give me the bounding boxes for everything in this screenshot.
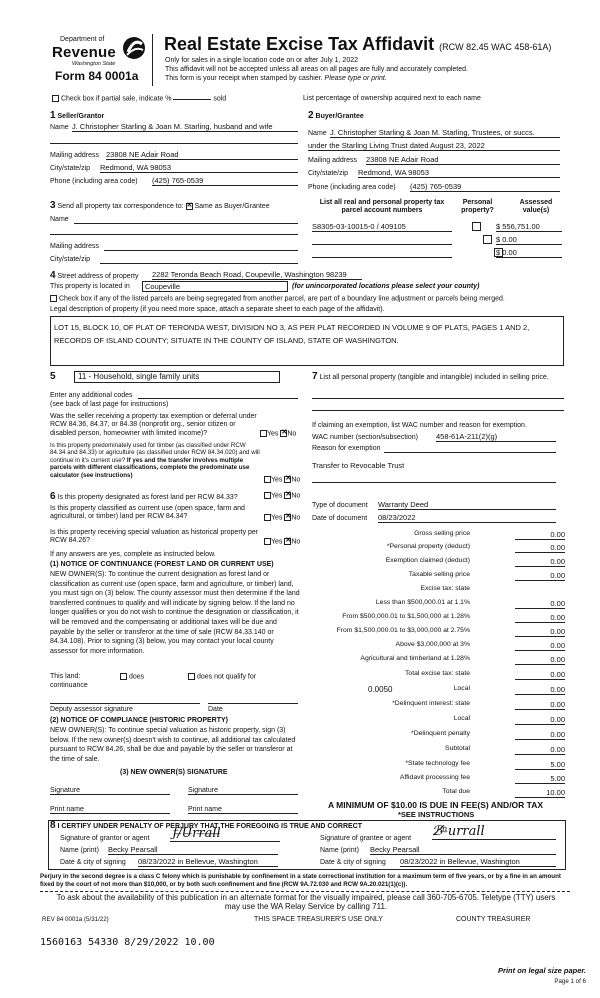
buyer-name-field[interactable]: J. Christopher Starling & Joan M. Starling, Trustees, or succs.: [330, 128, 560, 138]
grantee-signature-field[interactable]: ℬ̸ʰ̶urrall: [432, 824, 556, 840]
correspondence-mailing-label: Mailing address: [50, 243, 100, 250]
seller-mailing-field[interactable]: 23808 NE Adair Road: [106, 150, 298, 160]
interest-local-field[interactable]: 0.00: [515, 715, 565, 725]
fee-row-local: 0.0050 Local 0.00: [368, 685, 565, 694]
perjury-statement: Perjury in the second degree is a class C felony which is punishable by confinement in a state correctional institution for a maximum term of five years, or by a fine in an amount fixed by the court of not more than $10,000, or by both such confinement and fine (RCW 9A.72.030 and RCW 9A.20.021(1)(c)).: [40, 873, 561, 888]
processing-fee-field[interactable]: 5.00: [515, 774, 565, 784]
alternate-format-note: To ask about the availability of this publication in an alternate format for the visually impaired, please call 360-705-6705. Teletype (TTY) users may use the WA Relay Service by calling 711.: [56, 893, 556, 911]
partial-sale-percent-field[interactable]: [173, 99, 211, 100]
reason-value[interactable]: Transfer to Revocable Trust: [312, 461, 405, 470]
exemption-question: Was the seller receiving a property tax exemption or deferral under RCW 84.36, 84.37, or 84.38 (nonprofit org., senior citizen or disabled person, homeowner with limited income)?: [50, 413, 257, 437]
historic-no-checkbox[interactable]: [284, 538, 291, 545]
deputy-date-label: Date: [208, 706, 223, 713]
doc-type-label: Type of document: [312, 502, 368, 509]
wac-number-field[interactable]: 458-61A-211(2)(g): [436, 432, 556, 442]
partial-sale-row: Check box if partial sale, indicate % sold: [52, 95, 226, 104]
header-line-3: This form is your receipt when stamped by cashier. Please type or print.: [165, 75, 387, 82]
grantee-date-field[interactable]: 08/23/2022 in Bellevue, Washington: [400, 857, 556, 867]
agency-name: Revenue: [52, 44, 116, 61]
grantee-name-field[interactable]: Becky Pearsall: [370, 845, 556, 855]
personal-property-field-2[interactable]: [312, 410, 564, 411]
section-5-number: 5: [50, 371, 56, 382]
correspondence-city-label: City/state/zip: [50, 256, 91, 263]
personal-property-checkbox[interactable]: [472, 222, 481, 231]
grantor-signature-label: Signature of grantor or agent: [60, 835, 150, 842]
grantor-date-label: Date & city of signing: [60, 859, 126, 866]
fee-row-tier-4: Above $3,000,000 at 3% 0.00: [395, 641, 565, 650]
property-street-field[interactable]: 2282 Teronda Beach Road, Coupeville, Washington 98239: [152, 270, 362, 280]
parcel-number-field[interactable]: [312, 248, 452, 258]
use-code-select[interactable]: 11 - Household, single family units: [74, 371, 280, 383]
buyer-name-field-2[interactable]: under the Starling Living Trust dated August 23, 2022: [308, 141, 560, 151]
fee-row-tier-3: From $1,500,000.01 to $3,000,000 at 2.75% 0.00: [336, 627, 565, 636]
grantor-name-field[interactable]: Becky Pearsall: [108, 845, 278, 855]
fee-row-agricultural: Agricultural and timberland at 1.28% 0.00: [360, 655, 565, 664]
taxable-selling-price-field[interactable]: 0.00: [515, 571, 565, 581]
buyer-phone-field[interactable]: (425) 765-0539: [410, 182, 560, 192]
fee-row-gross: Gross selling price 0.00: [414, 530, 565, 539]
fee-row-exemption: Exemption claimed (deduct) 0.00: [385, 557, 565, 566]
parcel-number-field[interactable]: [312, 235, 452, 245]
state-label: Washington State: [72, 61, 116, 67]
revision-label: REV 84 0001a (5/31/22): [42, 916, 109, 923]
assessed-value-col-header: Assessed value(s): [519, 199, 553, 215]
property-street-row: 4 Street address of property: [50, 270, 139, 281]
assessed-value-field[interactable]: $ 556,751.00: [496, 222, 562, 232]
technology-fee-field[interactable]: 5.00: [515, 760, 565, 770]
forest-question-row: 6 Is this property designated as forest land per RCW 84.33?: [50, 491, 238, 502]
assessed-value-field[interactable]: $ 0.00: [496, 235, 562, 245]
this-land-label: This land:: [50, 673, 81, 680]
seller-name-field[interactable]: J. Christopher Starling & Joan M. Starling, husband and wife: [72, 122, 298, 132]
fee-row-personal: *Personal property (deduct) 0.00: [386, 543, 565, 552]
timber-question: Is this property predominately used for timber (as classified under RCW 84.34 and 84.33) or agriculture (as classified under RCW 84.34.020) and will continue in it's current use? If yes and the transfer involves multiple parcels with different classifications, complete the predominate use calculator (see instructions): [50, 442, 260, 479]
local-rate: 0.0050: [368, 685, 393, 694]
seller-city-label: City/state/zip: [50, 165, 91, 172]
seller-city-field[interactable]: Redmond, WA 98053: [100, 163, 298, 173]
timber-yes-no: Yes ✕ No: [264, 476, 300, 485]
local-tax-field[interactable]: 0.00: [515, 685, 565, 695]
doc-date-label: Date of document: [312, 515, 368, 522]
fee-row-tech-fee: *State technology fee 5.00: [405, 760, 565, 769]
interest-state-field[interactable]: 0.00: [515, 700, 565, 710]
land-does-not-checkbox[interactable]: [188, 673, 195, 680]
additional-codes-field[interactable]: [138, 398, 298, 399]
historic-question: Is this property receiving special valuation as historical property per RCW 84.26?: [50, 529, 259, 545]
fee-row-total-due: Total due 10.00: [442, 788, 565, 797]
fee-row-penalty: *Delinquent penalty 0.00: [411, 730, 565, 739]
fee-row-tier-2: From $500,000.01 to $1,500,000 at 1.28% 0.00: [342, 613, 565, 622]
buyer-city-field[interactable]: Redmond, WA 98053: [358, 168, 560, 178]
grantee-signature-label: Signature of grantee or agent: [320, 835, 412, 842]
parcel-number-field[interactable]: S8305-03-10015-0 / 409105: [312, 222, 452, 232]
personal-property-field[interactable]: [312, 398, 564, 399]
page-number: Page 1 of 6: [554, 978, 586, 985]
fee-row-processing-fee: Affidavit processing fee 5.00: [399, 774, 565, 783]
legal-description-field[interactable]: LOT 15, BLOCK 10, OF PLAT OF TERONDA WEST, DIVISION NO 3, AS PER PLAT RECORDED IN VOLUME 9 OF PLATS, PAGES 1 AND 2, RECORDS OF ISLAND COUNTY; SITUATE IN THE COUNTY OF ISLAND, STATE OF WASHINGTON.: [50, 316, 564, 366]
buyer-name-label: Name: [308, 130, 327, 137]
assessed-value-field[interactable]: $ 0.00: [496, 248, 562, 258]
rcw-reference: (RCW 82.45 WAC 458-61A): [439, 42, 552, 52]
parcel-col-header: List all real and personal property tax parcel account numbers: [319, 199, 445, 215]
correspondence-mailing-field[interactable]: [104, 250, 298, 251]
personal-property-checkbox[interactable]: [483, 235, 492, 244]
land-does-not-option: does not qualify for: [188, 673, 256, 682]
exemption-claim-label: If claiming an exemption, list WAC number and reason for exemption.: [312, 422, 527, 429]
header-line-1: Only for sales in a single location code on or after July 1, 2022: [165, 57, 358, 64]
fee-row-taxable: Taxable selling price 0.00: [408, 571, 565, 580]
grantor-name-label: Name (print): [60, 847, 99, 854]
fee-row-subtotal: Subtotal 0.00: [445, 745, 565, 754]
wac-label: WAC number (section/subsection): [312, 434, 418, 441]
correspondence-city-field[interactable]: [100, 263, 298, 264]
located-label: This property is located in: [50, 283, 130, 290]
seller-phone-label: Phone (including area code): [50, 178, 138, 185]
signature-label: Signature: [50, 787, 80, 794]
buyer-city-label: City/state/zip: [308, 170, 349, 177]
doc-date-field[interactable]: 08/23/2022: [378, 513, 556, 523]
same-as-buyer-checkbox[interactable]: [186, 203, 193, 210]
personal-property-col-header: Personal property?: [461, 199, 494, 215]
ownership-note: List percentage of ownership acquired next to each name: [303, 95, 481, 102]
grantee-name-label: Name (print): [320, 847, 359, 854]
tier-1-tax-field[interactable]: 0.00: [515, 599, 565, 609]
personal-property-deduct-field[interactable]: 0.00: [515, 543, 565, 553]
legal-paper-note: Print on legal size paper.: [498, 966, 586, 975]
reason-label: Reason for exemption: [312, 445, 381, 452]
current-use-yes-checkbox[interactable]: [264, 514, 271, 521]
location-select[interactable]: Coupeville: [142, 281, 288, 292]
correspondence-name-label: Name: [50, 216, 69, 223]
land-does-checkbox[interactable]: [120, 673, 127, 680]
seller-name-line-2: [50, 143, 298, 144]
forest-yes-checkbox[interactable]: [264, 492, 271, 499]
new-owner-signature-title: (3) NEW OWNER(S) SIGNATURE: [120, 769, 228, 776]
exemption-yes-checkbox[interactable]: [260, 430, 267, 437]
signature-label: Signature: [188, 787, 218, 794]
forest-yes-no: Yes ✕ No: [264, 492, 300, 501]
department-label: Department of: [60, 36, 105, 43]
dor-logo-icon: [122, 36, 146, 60]
fee-row-interest-state: *Delinquent interest: state 0.00: [392, 700, 565, 709]
certify-statement: 8 I CERTIFY UNDER PENALTY OF PERJURY THAT THE FOREGOING IS TRUE AND CORRECT: [50, 820, 363, 831]
form-number: Form 84 0001a: [55, 69, 139, 83]
reason-field[interactable]: [384, 452, 556, 453]
tier-3-tax-field[interactable]: 0.00: [515, 627, 565, 637]
buyer-phone-label: Phone (including area code): [308, 184, 396, 191]
seller-heading: 1 Seller/Grantor: [50, 110, 105, 121]
print-name-label: Print name: [50, 806, 84, 813]
total-due-field[interactable]: 10.00: [515, 788, 565, 798]
fee-row-interest-local: Local 0.00: [453, 715, 565, 724]
current-use-no-checkbox[interactable]: [284, 514, 291, 521]
form-title: [164, 34, 551, 56]
minimum-due-note: A MINIMUM OF $10.00 IS DUE IN FEE(S) AND/OR TAX: [328, 800, 544, 810]
answers-note: If any answers are yes, complete as instructed below.: [50, 551, 216, 558]
correspondence-name-field[interactable]: [74, 223, 298, 224]
unincorporated-note: (for unincorporated locations please select your county): [292, 283, 480, 290]
additional-codes-row: Enter any additional codes: [50, 392, 133, 399]
county-treasurer-label: COUNTY TREASURER: [456, 916, 531, 923]
land-does-option: does: [120, 673, 144, 682]
grantor-signature-field[interactable]: ƒ/̶Ս̶rr̶a̶l̶l̶: [170, 826, 280, 842]
doc-type-field[interactable]: Warranty Deed: [378, 500, 556, 510]
deputy-signature-label: Deputy assessor signature: [50, 706, 133, 713]
buyer-mailing-field[interactable]: 23808 NE Adair Road: [366, 155, 560, 165]
exemption-no-checkbox[interactable]: [280, 430, 287, 437]
correspondence-heading: 3 Send all property tax correspondence to: ✕ Same as Buyer/Grantee: [50, 200, 270, 212]
exemption-deduct-field[interactable]: 0.00: [515, 557, 565, 567]
title-text: Real Estate Excise Tax Affidavit: [164, 34, 435, 54]
historic-yes-no: Yes ✕ No: [264, 538, 300, 547]
segregated-checkbox[interactable]: [50, 295, 57, 302]
header-line-2: This affidavit will not be accepted unless all areas on all pages are fully and accurately completed.: [165, 66, 468, 73]
gross-selling-price-field[interactable]: 0.00: [515, 530, 565, 540]
grantor-date-field[interactable]: 08/23/2022 in Bellevue, Washington: [138, 857, 278, 867]
notice-compliance-title: (2) NOTICE OF COMPLIANCE (HISTORIC PROPERTY): [50, 717, 228, 724]
correspondence-name-line-2: [50, 234, 298, 235]
notice-continuance-title: (1) NOTICE OF CONTINUANCE (FOREST LAND OR CURRENT USE): [50, 561, 274, 568]
seller-name-label: Name: [50, 124, 69, 131]
fee-row-excise-state: Excise tax: state: [420, 585, 470, 592]
cashier-stamp: 1560163 54330 8/29/2022 10.00: [40, 937, 215, 948]
buyer-mailing-label: Mailing address: [308, 157, 358, 164]
agricultural-tax-field[interactable]: 0.00: [515, 655, 565, 665]
see-instructions-note: *SEE INSTRUCTIONS: [398, 810, 475, 819]
historic-yes-checkbox[interactable]: [264, 538, 271, 545]
timber-yes-checkbox[interactable]: [264, 476, 271, 483]
seller-phone-field[interactable]: (425) 765-0539: [152, 176, 298, 186]
partial-sale-checkbox[interactable]: [52, 95, 59, 102]
grantee-date-label: Date & city of signing: [320, 859, 386, 866]
notice-compliance-body: NEW OWNER(S): To continue special valuation as historic property, sign (3) below. If the new owner(s) doesn't wish to continue, all additional tax calculated pursuant to RCW 84.26, shall be due and payable by the seller or transferor at the time of sale.: [50, 727, 296, 763]
fee-row-total-excise: Total excise tax: state 0.00: [405, 670, 565, 679]
penalty-field[interactable]: 0.00: [515, 730, 565, 740]
print-name-label: Print name: [188, 806, 222, 813]
subtotal-field[interactable]: 0.00: [515, 745, 565, 755]
legal-description-label: Legal description of property (if you need more space, attach a separate sheet to each page of the affidavit).: [50, 306, 385, 313]
personal-property-section: 7 List all personal property (tangible and intangible) included in selling price.: [312, 371, 549, 382]
exemption-yes-no: Yes ✕ No: [260, 430, 296, 439]
continuance-label: continuance: [50, 682, 88, 689]
current-use-yes-no: Yes ✕ No: [264, 514, 300, 523]
current-use-question: Is this property classified as current use (open space, farm and agricultural, or timber) land per RCW 84.34?: [50, 505, 245, 521]
timber-no-checkbox[interactable]: [284, 476, 291, 483]
tier-4-tax-field[interactable]: 0.00: [515, 641, 565, 651]
segregated-row: Check box if any of the listed parcels are being segregated from another parcel, are part of a boundary line adjustment or parcels being merged.: [50, 295, 505, 304]
forest-no-checkbox[interactable]: [284, 492, 291, 499]
total-excise-state-field[interactable]: 0.00: [515, 670, 565, 680]
treasurer-use-label: THIS SPACE TREASURER'S USE ONLY: [254, 916, 383, 923]
tier-2-tax-field[interactable]: 0.00: [515, 613, 565, 623]
fee-row-tier-1: Less than $500,000.01 at 1.1% 0.00: [375, 599, 565, 608]
footer-divider: [40, 891, 570, 892]
reason-field-2[interactable]: [312, 482, 556, 483]
seller-mailing-label: Mailing address: [50, 152, 100, 159]
see-back-note: (see back of last page for instructions): [50, 401, 169, 408]
header-divider: [152, 34, 153, 86]
buyer-heading: 2 Buyer/Grantee: [308, 110, 364, 121]
deputy-signature-line[interactable]: [50, 703, 200, 704]
notice-continuance-body: NEW OWNER(S): To continue the current designation as forest land or classification as current use (open space, farm and agriculture, or timber) land, you must sign on (3) below. The county assessor must then determine if the land transferred continues to qualify and will indicate by signing below. If the land no longer qualifies or you do not wish to continue the designation or classification, it will be removed and the compensating or additional taxes will be due and payable by the seller or transferor at the time of sale (RCW 84.33.140 or 84.34.108). Prior to signing (3) below, you may contact your local county assessor for more information.: [50, 571, 300, 655]
deputy-date-line[interactable]: [208, 703, 298, 704]
